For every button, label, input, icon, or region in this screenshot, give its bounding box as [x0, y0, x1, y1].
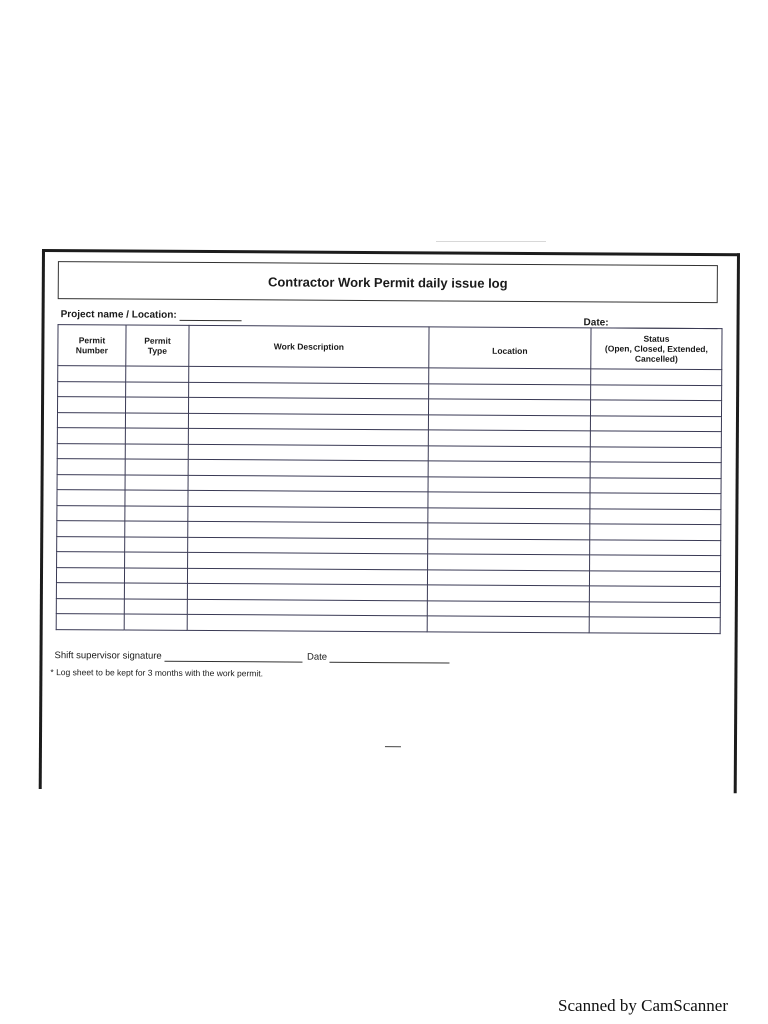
table-cell: [188, 444, 428, 461]
table-cell: [427, 616, 589, 632]
table-cell: [591, 369, 722, 385]
signature-date-label: Date: [306, 651, 328, 663]
table-cell: [429, 383, 591, 399]
table-cell: [188, 552, 428, 569]
table-cell: [57, 443, 125, 459]
table-cell: [125, 444, 188, 460]
project-field: [61, 309, 242, 321]
table-cell: [125, 475, 188, 491]
col-location: [429, 327, 591, 369]
table-cell: [56, 614, 124, 630]
project-label: Project name / Location:: [60, 309, 177, 321]
table-cell: [188, 428, 428, 445]
table-cell: [124, 614, 187, 630]
table-cell: [125, 490, 188, 506]
table-cell: [188, 413, 428, 430]
table-cell: [188, 459, 428, 476]
table-cell: [57, 412, 125, 428]
table-cell: [58, 397, 126, 413]
table-cell: [187, 614, 427, 631]
table-cell: [188, 490, 428, 507]
col-status: [591, 328, 722, 370]
table-cell: [188, 521, 428, 538]
table-cell: [57, 490, 125, 506]
table-cell: [427, 585, 589, 601]
col-work-description-label: Work Description: [273, 341, 345, 352]
table-cell: [125, 537, 188, 553]
table-cell: [125, 506, 188, 522]
table-cell: [591, 384, 722, 400]
table-cell: [57, 521, 125, 537]
table-cell: [125, 428, 188, 444]
table-cell: [187, 599, 427, 616]
table-cell: [188, 506, 428, 523]
table-cell: [428, 414, 590, 430]
table-cell: [125, 459, 188, 475]
table-cell: [58, 366, 126, 382]
col-status-line1: Status: [643, 333, 670, 344]
table-cell: [589, 586, 720, 602]
table-cell: [590, 555, 721, 571]
table-cell: [126, 382, 189, 398]
table-cell: [126, 366, 189, 382]
table-cell: [125, 521, 188, 537]
table-cell: [124, 568, 187, 584]
col-status-line2: (Open, Closed, Extended,: [604, 343, 708, 355]
table-cell: [126, 397, 189, 413]
table-cell: [428, 554, 590, 570]
col-permit-number-line1: Permit: [78, 335, 106, 346]
table-cell: [58, 381, 126, 397]
table-cell: [427, 569, 589, 585]
signature-blank-line: [164, 652, 302, 663]
date-label: Date:: [583, 317, 609, 329]
table-cell: [428, 461, 590, 477]
table-cell: [125, 413, 188, 429]
table-row: [56, 614, 720, 634]
signature-date-blank-line: [330, 653, 450, 664]
table-cell: [427, 600, 589, 616]
col-permit-number-line2: Number: [75, 345, 108, 356]
scan-dash-mark: [385, 746, 401, 747]
permit-log-table: [56, 324, 723, 634]
col-permit-number: [58, 325, 126, 366]
col-permit-type-line1: Permit: [144, 335, 171, 346]
form-title: Contractor Work Permit daily issue log: [58, 261, 718, 303]
footnote: * Log sheet to be kept for 3 months with the work permit.: [50, 667, 264, 679]
table-cell: [590, 400, 721, 416]
col-permit-type: [126, 325, 189, 366]
table-cell: [590, 539, 721, 555]
table-cell: [124, 583, 187, 599]
table-cell: [189, 397, 429, 414]
table-cell: [428, 538, 590, 554]
col-permit-type-line2: Type: [147, 345, 168, 356]
table-cell: [590, 493, 721, 509]
table-header-row: [58, 325, 722, 370]
table-cell: [590, 462, 721, 478]
table-cell: [57, 474, 125, 490]
scanner-watermark: Scanned by CamScanner: [558, 996, 728, 1015]
table-cell: [187, 568, 427, 585]
table-cell: [57, 459, 125, 475]
table-cell: [590, 431, 721, 447]
table-cell: [124, 599, 187, 615]
table-cell: [57, 552, 125, 568]
table-cell: [590, 524, 721, 540]
table-cell: [589, 601, 720, 617]
table-cell: [56, 567, 124, 583]
col-location-label: Location: [492, 345, 528, 356]
table-cell: [590, 477, 721, 493]
table-cell: [57, 536, 125, 552]
project-blank-line: [179, 310, 241, 321]
table-cell: [56, 598, 124, 614]
table-cell: [57, 505, 125, 521]
table-cell: [56, 583, 124, 599]
col-status-line3: Cancelled): [634, 353, 678, 364]
signature-label: Shift supervisor signature: [54, 650, 162, 662]
scan-artifact-line: [436, 241, 546, 242]
table-cell: [589, 570, 720, 586]
table-cell: [429, 368, 591, 384]
col-work-description: [189, 325, 429, 367]
table-cell: [428, 507, 590, 523]
table-cell: [57, 428, 125, 444]
table-cell: [590, 415, 721, 431]
table-cell: [590, 446, 721, 462]
table-cell: [188, 537, 428, 554]
table-cell: [589, 617, 720, 633]
table-cell: [428, 399, 590, 415]
table-cell: [428, 523, 590, 539]
table-cell: [428, 430, 590, 446]
table-cell: [189, 366, 429, 383]
table-cell: [187, 583, 427, 600]
permit-log-sheet: [39, 249, 740, 793]
table-cell: [428, 476, 590, 492]
table-cell: [189, 382, 429, 399]
signature-line: [54, 650, 449, 663]
table-cell: [428, 445, 590, 461]
table-cell: [590, 508, 721, 524]
table-cell: [188, 475, 428, 492]
table-cell: [125, 552, 188, 568]
table-cell: [428, 492, 590, 508]
